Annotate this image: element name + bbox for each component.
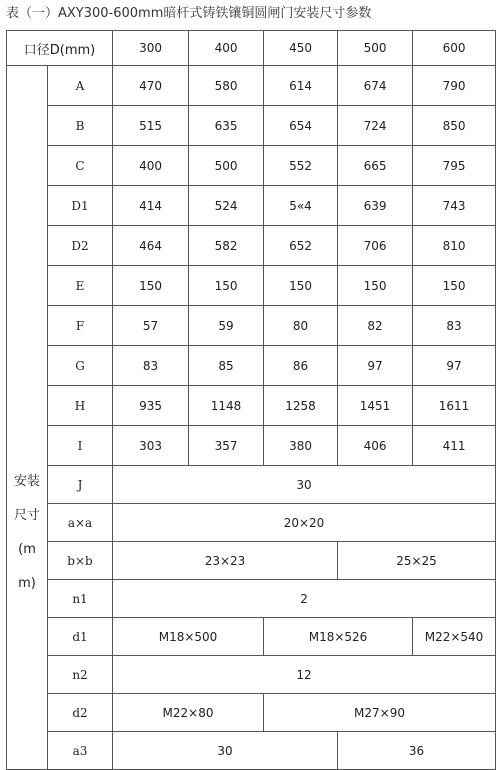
header-row xyxy=(7,31,496,66)
row-label: G xyxy=(48,346,113,386)
cell-value: 83 xyxy=(413,306,496,346)
cell-value: 850 xyxy=(413,106,496,146)
table-row xyxy=(7,580,496,618)
row-label: H xyxy=(48,386,113,426)
cell-value: 150 xyxy=(264,266,338,306)
cell-value: 665 xyxy=(338,146,413,186)
cell-value: 83 xyxy=(113,346,189,386)
cell-value: M22×80 xyxy=(113,694,264,732)
cell-value: 25×25 xyxy=(338,542,496,580)
cell-value: 411 xyxy=(413,426,496,466)
cell-value: 406 xyxy=(338,426,413,466)
cell-value: 97 xyxy=(338,346,413,386)
table-row xyxy=(7,732,496,770)
cell-value: 654 xyxy=(264,106,338,146)
cell-value: 652 xyxy=(264,226,338,266)
cell-value: 470 xyxy=(113,66,189,106)
cell-value: M27×90 xyxy=(264,694,496,732)
row-label: D1 xyxy=(48,186,113,226)
row-label: J xyxy=(48,466,113,504)
cell-value: 935 xyxy=(113,386,189,426)
size-header: 600 xyxy=(413,31,496,66)
cell-value: 82 xyxy=(338,306,413,346)
cell-value: 23×23 xyxy=(113,542,338,580)
cell-value: 85 xyxy=(189,346,264,386)
cell-value: 150 xyxy=(413,266,496,306)
cell-value: 20×20 xyxy=(113,504,496,542)
cell-value: 30 xyxy=(113,466,496,504)
cell-value: 97 xyxy=(413,346,496,386)
cell-value: 552 xyxy=(264,146,338,186)
cell-value: 795 xyxy=(413,146,496,186)
cell-value: 639 xyxy=(338,186,413,226)
table-row xyxy=(7,694,496,732)
diameter-header: 口径D(mm) xyxy=(7,31,113,66)
cell-value: 86 xyxy=(264,346,338,386)
size-header: 450 xyxy=(264,31,338,66)
cell-value: 57 xyxy=(113,306,189,346)
size-header: 400 xyxy=(189,31,264,66)
cell-value: 614 xyxy=(264,66,338,106)
table-row xyxy=(7,386,496,426)
table-title: 表（一）AXY300-600mm暗杆式铸铁镶铜圆闸门安装尺寸参数 xyxy=(6,6,372,21)
row-label: b×b xyxy=(48,542,113,580)
table-row xyxy=(7,306,496,346)
cell-value: M22×540 xyxy=(413,618,496,656)
table-row xyxy=(7,186,496,226)
cell-value: 580 xyxy=(189,66,264,106)
cell-value: 303 xyxy=(113,426,189,466)
cell-value: 524 xyxy=(189,186,264,226)
row-label: C xyxy=(48,146,113,186)
install-dimension-label: 安装 尺寸 (m m) xyxy=(7,66,48,770)
row-label: n2 xyxy=(48,656,113,694)
table-row xyxy=(7,618,496,656)
row-label: n1 xyxy=(48,580,113,618)
cell-value: M18×526 xyxy=(264,618,413,656)
table-row xyxy=(7,426,496,466)
row-label: E xyxy=(48,266,113,306)
table-row xyxy=(7,146,496,186)
cell-value: 810 xyxy=(413,226,496,266)
cell-value: 12 xyxy=(113,656,496,694)
cell-value: 464 xyxy=(113,226,189,266)
cell-value: 30 xyxy=(113,732,338,770)
size-header: 500 xyxy=(338,31,413,66)
installation-dimension-table xyxy=(6,30,496,770)
cell-value: 790 xyxy=(413,66,496,106)
size-header: 300 xyxy=(113,31,189,66)
cell-value: 674 xyxy=(338,66,413,106)
row-label: a×a xyxy=(48,504,113,542)
cell-value: 724 xyxy=(338,106,413,146)
cell-value: 80 xyxy=(264,306,338,346)
cell-value: 36 xyxy=(338,732,496,770)
table-row xyxy=(7,66,496,106)
cell-value: 2 xyxy=(113,580,496,618)
cell-value: 500 xyxy=(189,146,264,186)
row-label: F xyxy=(48,306,113,346)
table-row xyxy=(7,346,496,386)
cell-value: 400 xyxy=(113,146,189,186)
cell-value: 150 xyxy=(189,266,264,306)
table-row xyxy=(7,106,496,146)
cell-value: 515 xyxy=(113,106,189,146)
cell-value: 357 xyxy=(189,426,264,466)
cell-value: 1258 xyxy=(264,386,338,426)
cell-value: 59 xyxy=(189,306,264,346)
cell-value: 1451 xyxy=(338,386,413,426)
table-row xyxy=(7,466,496,504)
cell-value: 150 xyxy=(338,266,413,306)
cell-value: 5«4 xyxy=(264,186,338,226)
cell-value: 1148 xyxy=(189,386,264,426)
cell-value: M18×500 xyxy=(113,618,264,656)
cell-value: 414 xyxy=(113,186,189,226)
table-row xyxy=(7,542,496,580)
cell-value: 380 xyxy=(264,426,338,466)
table-row xyxy=(7,656,496,694)
table-row xyxy=(7,266,496,306)
cell-value: 1611 xyxy=(413,386,496,426)
row-label: I xyxy=(48,426,113,466)
row-label: d2 xyxy=(48,694,113,732)
row-label: a3 xyxy=(48,732,113,770)
cell-value: 150 xyxy=(113,266,189,306)
table-row xyxy=(7,504,496,542)
row-label: d1 xyxy=(48,618,113,656)
row-label: A xyxy=(48,66,113,106)
cell-value: 706 xyxy=(338,226,413,266)
cell-value: 635 xyxy=(189,106,264,146)
table-row xyxy=(7,226,496,266)
cell-value: 582 xyxy=(189,226,264,266)
row-label: D2 xyxy=(48,226,113,266)
cell-value: 743 xyxy=(413,186,496,226)
row-label: B xyxy=(48,106,113,146)
